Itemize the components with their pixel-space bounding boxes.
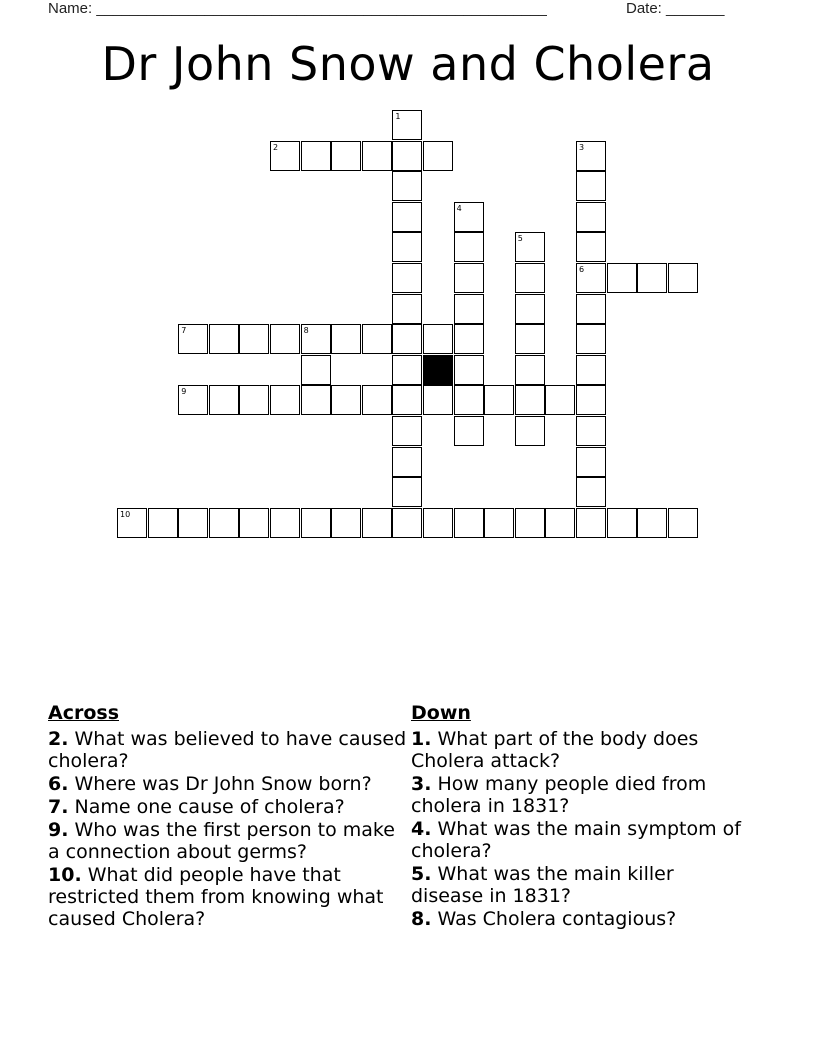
clue-number: 8.: [411, 908, 432, 930]
clue-number: 7: [181, 326, 187, 336]
clue-number: 7.: [48, 796, 69, 818]
crossword-cell[interactable]: [576, 477, 606, 507]
crossword-cell[interactable]: [515, 232, 545, 262]
crossword-cell[interactable]: [454, 202, 484, 232]
crossword-cell[interactable]: [454, 355, 484, 385]
down-clue: [411, 818, 741, 862]
down-clue: [411, 863, 741, 907]
crossword-cell[interactable]: [576, 294, 606, 324]
page-title: Dr John Snow and Cholera: [101, 37, 715, 91]
clue-text: What part of the body does Cholera attack?: [411, 728, 699, 772]
crossword-cell[interactable]: [209, 508, 239, 538]
crossword-cell[interactable]: [423, 324, 453, 354]
crossword-cell[interactable]: [178, 385, 208, 415]
across-clue: [48, 819, 408, 863]
clue-text: What was believed to have caused cholera?: [48, 728, 407, 772]
crossword-cell[interactable]: [392, 110, 422, 140]
crossword-cell[interactable]: [331, 508, 361, 538]
crossword-cell[interactable]: [454, 263, 484, 293]
clue-number: 1.: [411, 728, 432, 750]
clue-number: 2: [273, 142, 279, 152]
crossword-cell[interactable]: [392, 477, 422, 507]
crossword-cell[interactable]: [454, 508, 484, 538]
clue-number: 4: [456, 203, 462, 213]
crossword-cell[interactable]: [362, 324, 392, 354]
crossword-cell[interactable]: [270, 385, 300, 415]
crossword-cell[interactable]: [515, 385, 545, 415]
crossword-cell[interactable]: [270, 324, 300, 354]
crossword-cell[interactable]: [301, 324, 331, 354]
crossword-cell[interactable]: [515, 508, 545, 538]
crossword-cell[interactable]: [392, 385, 422, 415]
crossword-cell[interactable]: [331, 385, 361, 415]
crossword-cell[interactable]: [668, 508, 698, 538]
crossword-cell[interactable]: [423, 508, 453, 538]
crossword-cell[interactable]: [576, 355, 606, 385]
crossword-cell[interactable]: [576, 171, 606, 201]
clue-number: 5: [517, 234, 523, 244]
crossword-cell[interactable]: [576, 416, 606, 446]
crossword-cell[interactable]: [270, 141, 300, 171]
crossword-cell[interactable]: [178, 324, 208, 354]
crossword-cell[interactable]: [637, 263, 667, 293]
crossword-cell[interactable]: [209, 385, 239, 415]
clue-text: How many people died from cholera in 1831?: [411, 773, 707, 817]
down-clue: [411, 908, 741, 930]
down-clue-list: [411, 728, 741, 930]
across-heading: Across: [48, 702, 120, 724]
crossword-cell[interactable]: [331, 141, 361, 171]
clue-number: 3.: [411, 773, 432, 795]
clue-text: What did people have that restricted them from knowing what caused Cholera?: [48, 864, 384, 930]
crossword-cell[interactable]: [117, 508, 147, 538]
crossword-cell[interactable]: [454, 385, 484, 415]
crossword-cell[interactable]: [392, 263, 422, 293]
crossword-cell[interactable]: [515, 263, 545, 293]
date-field-label[interactable]: Date: _______: [626, 0, 725, 17]
across-clue: [48, 773, 408, 795]
down-clue: [411, 773, 741, 817]
name-field-label[interactable]: Name: ______________________________________________________: [48, 0, 547, 17]
clue-text: Name one cause of cholera?: [68, 796, 345, 818]
crossword-cell[interactable]: [392, 416, 422, 446]
crossword-cell[interactable]: [362, 141, 392, 171]
crossword-cell[interactable]: [178, 508, 208, 538]
crossword-cell[interactable]: [454, 324, 484, 354]
crossword-cell[interactable]: [576, 447, 606, 477]
crossword-cell[interactable]: [301, 385, 331, 415]
clue-number: 2.: [48, 728, 69, 750]
clue-number: 6: [579, 265, 585, 274]
crossword-cell[interactable]: [423, 141, 453, 171]
crossword-cell[interactable]: [392, 355, 422, 385]
clue-text: Who was the first person to make a connection about germs?: [48, 819, 395, 863]
crossword-cell[interactable]: [576, 508, 606, 538]
across-clue: [48, 796, 408, 818]
down-heading: Down: [411, 702, 471, 724]
clue-text: What was the main killer disease in 1831?: [411, 863, 674, 907]
crossword-cell[interactable]: [515, 294, 545, 324]
down-clue: [411, 728, 741, 772]
across-clue-list: [48, 728, 408, 930]
crossword-cell[interactable]: [392, 294, 422, 324]
crossword-cell[interactable]: [239, 508, 269, 538]
crossword-cell[interactable]: [362, 508, 392, 538]
crossword-cell[interactable]: [515, 355, 545, 385]
crossword-cell[interactable]: [576, 263, 606, 293]
crossword-cell[interactable]: [607, 263, 637, 293]
crossword-cell[interactable]: [545, 508, 575, 538]
crossword-cell[interactable]: [484, 508, 514, 538]
crossword-cell[interactable]: [454, 294, 484, 324]
clue-text: Was Cholera contagious?: [431, 908, 677, 930]
crossword-cell[interactable]: [301, 355, 331, 385]
crossword-cell[interactable]: [545, 385, 575, 415]
crossword-cell[interactable]: [454, 232, 484, 262]
clue-number: 10: [120, 509, 131, 519]
clue-text: What was the main symptom of cholera?: [411, 818, 741, 862]
across-clue: [48, 728, 408, 772]
crossword-cell[interactable]: [637, 508, 667, 538]
crossword-cell[interactable]: [209, 324, 239, 354]
crossword-cell[interactable]: [454, 416, 484, 446]
crossword-cell[interactable]: [270, 508, 300, 538]
clue-number: 5.: [411, 863, 432, 885]
clue-number: 3: [579, 142, 585, 152]
crossword-cell[interactable]: [515, 324, 545, 354]
crossword-cell[interactable]: [301, 508, 331, 538]
clue-number: 4.: [411, 818, 432, 840]
across-clues: [48, 702, 408, 931]
crossword-cell[interactable]: [239, 385, 269, 415]
crossword-cell[interactable]: [576, 141, 606, 171]
crossword-block: [423, 355, 453, 385]
crossword-cell[interactable]: [239, 324, 269, 354]
crossword-cell[interactable]: [392, 232, 422, 262]
across-clue: [48, 864, 408, 930]
crossword-cell[interactable]: [484, 385, 514, 415]
crossword-cell[interactable]: [392, 202, 422, 232]
crossword-cell[interactable]: [392, 141, 422, 171]
clue-number: 9.: [48, 819, 69, 841]
crossword-cell[interactable]: [392, 447, 422, 477]
crossword-cell[interactable]: [362, 385, 392, 415]
crossword-cell[interactable]: [148, 508, 178, 538]
crossword-cell[interactable]: [668, 263, 698, 293]
crossword-cell[interactable]: [515, 416, 545, 446]
clue-number: 6.: [48, 773, 69, 795]
crossword-cell[interactable]: [607, 508, 637, 538]
crossword-cell[interactable]: [576, 202, 606, 232]
crossword-cell[interactable]: [301, 141, 331, 171]
crossword-cell[interactable]: [423, 385, 453, 415]
clue-number: 8: [303, 326, 309, 336]
crossword-cell[interactable]: [331, 324, 361, 354]
crossword-cell[interactable]: [576, 232, 606, 262]
crossword-cell[interactable]: [392, 324, 422, 354]
crossword-cell[interactable]: [576, 324, 606, 354]
crossword-cell[interactable]: [576, 385, 606, 415]
clue-text: Where was Dr John Snow born?: [68, 773, 372, 795]
crossword-cell[interactable]: [392, 171, 422, 201]
down-clues: [411, 702, 741, 931]
clue-number: 1: [395, 112, 401, 121]
clue-number: 9: [181, 387, 187, 397]
crossword-cell[interactable]: [392, 508, 422, 538]
clue-number: 10.: [48, 864, 82, 886]
